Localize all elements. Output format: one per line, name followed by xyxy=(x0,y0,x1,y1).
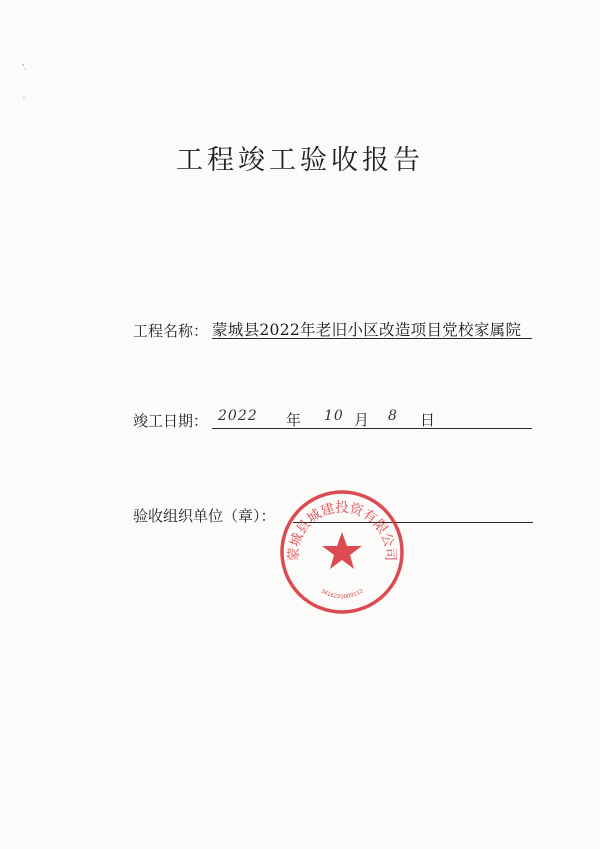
acceptance-org-field xyxy=(133,505,276,526)
date-year: 2022 xyxy=(218,408,258,424)
seal-code-arc xyxy=(319,588,364,600)
seal-shape xyxy=(282,492,402,612)
completion-date-field xyxy=(133,410,208,431)
scan-specks xyxy=(20,62,28,112)
completion-date-label: 竣工日期： xyxy=(133,412,209,430)
project-name-label: 工程名称： xyxy=(133,322,209,340)
date-day-unit: 日 xyxy=(420,411,436,429)
seal-text: 蒙城县城建投资有限公司 xyxy=(285,499,399,562)
seal-code: 3416220009112 xyxy=(319,588,365,601)
project-name-field xyxy=(133,320,208,341)
date-day: 8 xyxy=(388,408,398,424)
page-title: 工程竣工验收报告 xyxy=(176,145,424,176)
acceptance-org-label: 验收组织单位（章）： xyxy=(133,507,276,525)
date-year-unit: 年 xyxy=(286,411,302,429)
completion-date-line xyxy=(212,408,532,429)
date-month-unit: 月 xyxy=(354,411,370,429)
date-month: 10 xyxy=(324,408,344,424)
company-seal xyxy=(277,487,407,617)
project-name-value: 蒙城县2022年老旧小区改造项目党校家属院 xyxy=(212,318,532,339)
star-icon xyxy=(322,532,362,569)
